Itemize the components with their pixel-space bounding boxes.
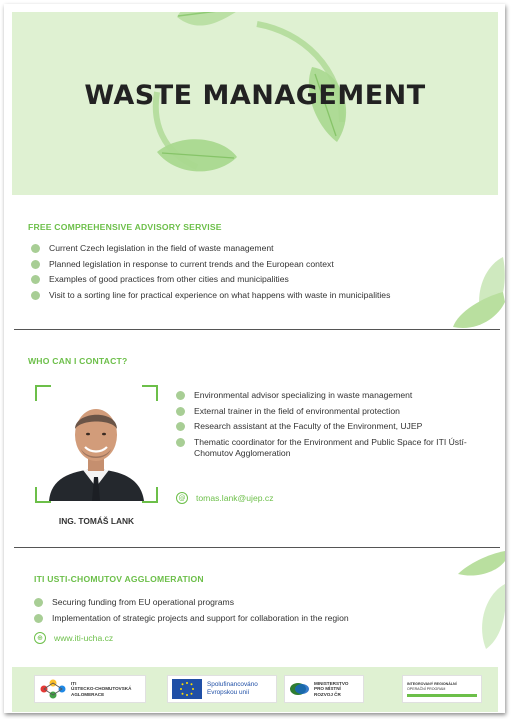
list-item: Research assistant at the Faculty of the Environment, UJEP xyxy=(176,421,486,432)
leaf-decoration-icon xyxy=(448,549,505,654)
portrait-frame xyxy=(35,385,158,503)
list-item: Current Czech legislation in the field of waste management xyxy=(31,243,491,254)
list-item: Environmental advisor specializing in waste management xyxy=(176,390,486,401)
email-icon: @ xyxy=(176,492,188,504)
flyer-page xyxy=(4,4,505,713)
logo-iti: ITI ÚSTECKO-CHOMUTOVSKÁ AGLOMERACE xyxy=(34,675,146,703)
bullet-icon xyxy=(31,244,40,253)
list-item: Planned legislation in response to current trends and the European context xyxy=(31,259,491,270)
advisory-list xyxy=(31,243,491,305)
list-item: External trainer in the field of environmental protection xyxy=(176,406,486,417)
website-row xyxy=(34,632,113,644)
bullet-icon xyxy=(176,407,185,416)
bullet-icon xyxy=(31,275,40,284)
avatar xyxy=(39,391,154,501)
bullet-icon xyxy=(176,391,185,400)
bullet-icon xyxy=(34,614,43,623)
footer-logos xyxy=(12,667,498,712)
iti-list xyxy=(34,597,454,628)
contact-name: ING. TOMÁŠ LANK xyxy=(58,516,135,526)
email-row xyxy=(176,492,274,504)
bullet-icon xyxy=(176,438,185,447)
list-item: Implementation of strategic projects and support for collaboration in the region xyxy=(34,613,454,624)
bullet-icon xyxy=(31,291,40,300)
section-divider xyxy=(14,547,500,548)
advisory-section-title: FREE COMPREHENSIVE ADVISORY SERVISE xyxy=(28,222,222,232)
logo-eu: Spolufinancováno Evropskou unií xyxy=(167,675,277,703)
iti-section-title: ITI USTI-CHOMUTOV AGGLOMERATION xyxy=(34,574,204,584)
hero-banner xyxy=(12,12,498,195)
contact-section-title: WHO CAN I CONTACT? xyxy=(28,356,128,366)
logo-ministry: MINISTERSTVO PRO MÍSTNÍ ROZVOJ ČR xyxy=(284,675,364,703)
email-link[interactable]: tomas.lank@ujep.cz xyxy=(196,493,274,503)
page-title: WASTE MANAGEMENT xyxy=(84,80,426,111)
list-item: Securing funding from EU operational programs xyxy=(34,597,454,608)
leaf-decoration-icon xyxy=(448,252,505,332)
logo-program: INTEGROVANÝ REGIONÁLNÍ OPERAČNÍ PROGRAM xyxy=(402,675,482,703)
section-divider xyxy=(14,329,500,330)
globe-icon: ⊕ xyxy=(34,632,46,644)
bullet-icon xyxy=(176,422,185,431)
list-item: Visit to a sorting line for practical experience on what happens with waste in municipalities xyxy=(31,290,491,301)
list-item: Thematic coordinator for the Environment and Public Space for ITI Ústí-Chomutov Agglomeration xyxy=(176,437,486,459)
iti-logo-icon xyxy=(39,678,67,700)
ministry-logo-icon xyxy=(289,681,311,697)
bullet-icon xyxy=(31,260,40,269)
program-stripe xyxy=(407,694,477,697)
contact-list xyxy=(176,390,486,463)
list-item: Examples of good practices from other cities and municipalities xyxy=(31,274,491,285)
website-link[interactable]: www.iti-ucha.cz xyxy=(54,633,114,643)
bullet-icon xyxy=(34,598,43,607)
eu-flag-icon xyxy=(172,679,202,699)
